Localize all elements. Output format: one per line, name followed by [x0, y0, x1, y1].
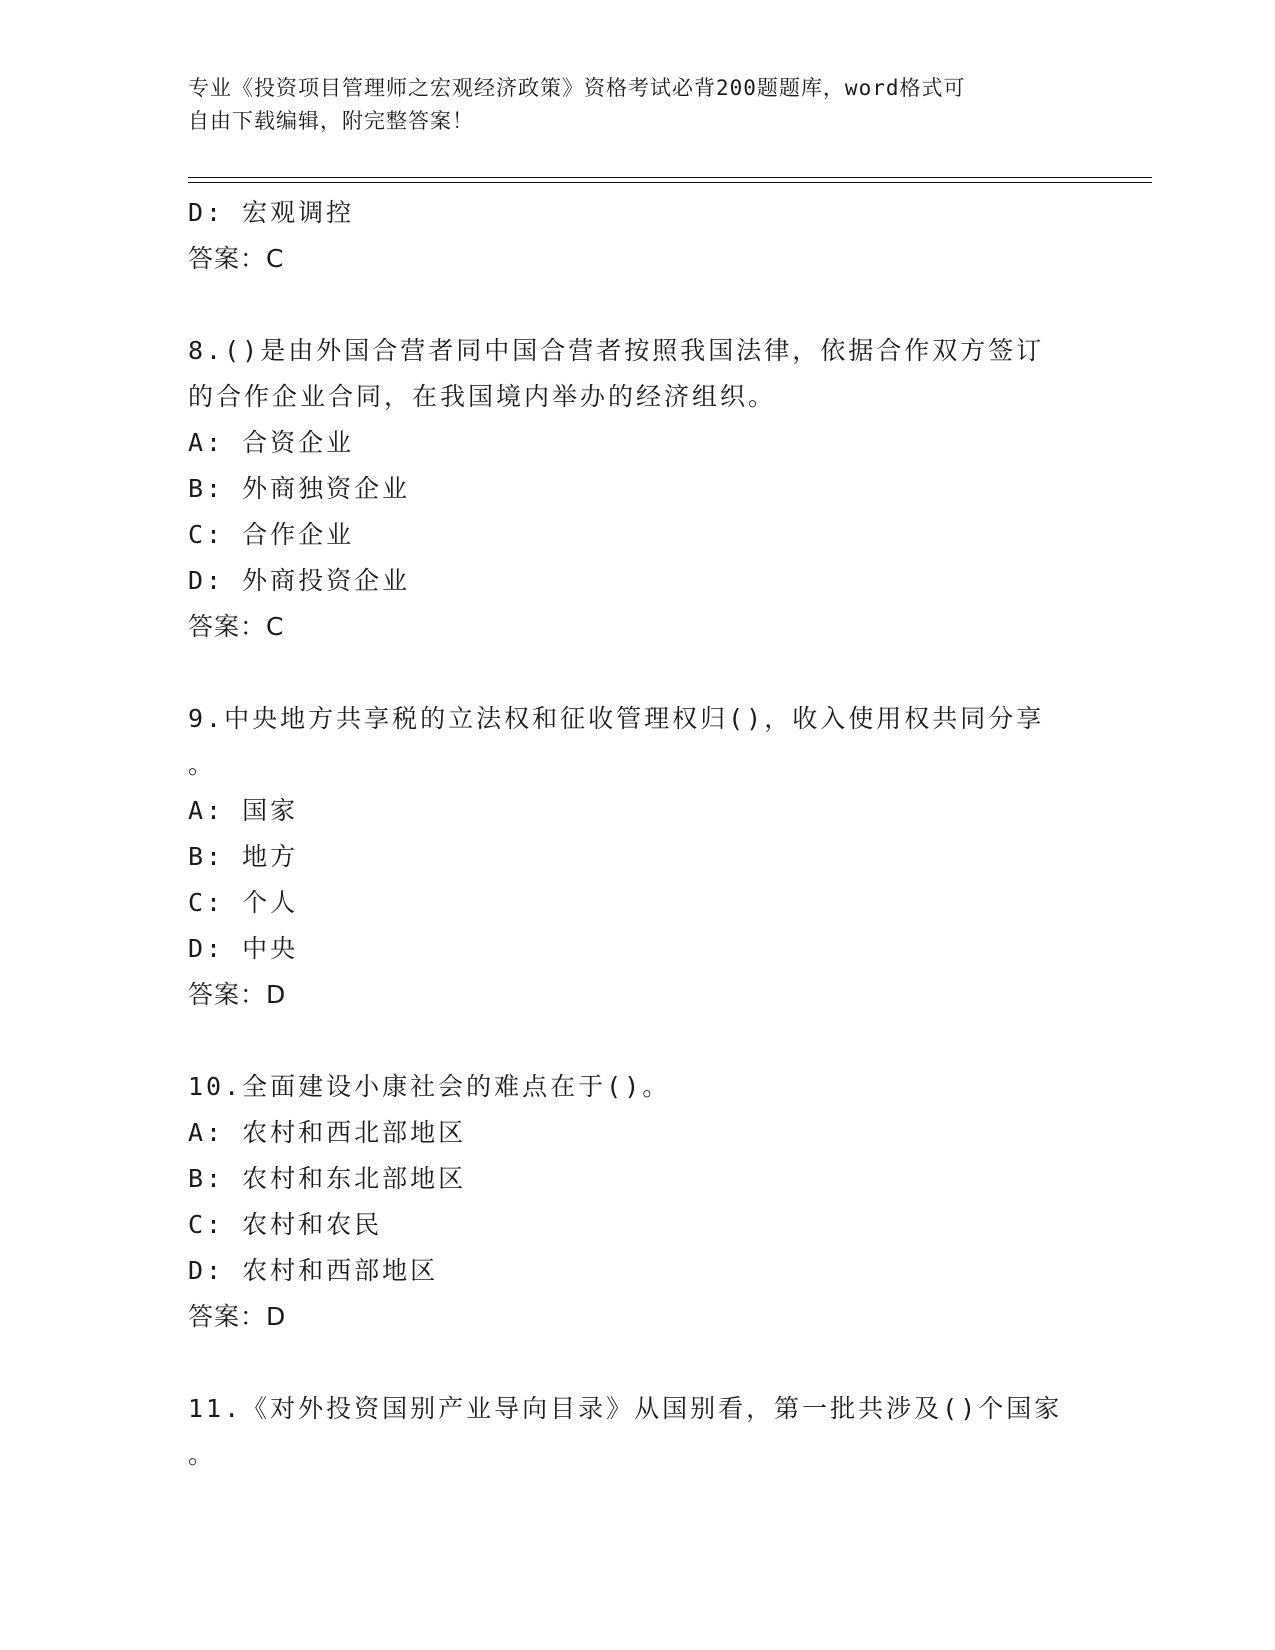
answer: 答案：C — [188, 612, 285, 641]
question-stem: 10.全面建设小康社会的难点在于()。 — [188, 1072, 671, 1101]
option-c: C: 个人 — [188, 888, 299, 917]
header-line-2: 自由下载编辑，附完整答案！ — [188, 109, 474, 133]
option-b: B: 农村和东北部地区 — [188, 1164, 467, 1193]
question-8 — [188, 328, 1088, 650]
question-10 — [188, 1064, 1088, 1340]
option-a: A: 农村和西北部地区 — [188, 1118, 467, 1147]
option-b: B: 外商独资企业 — [188, 474, 411, 503]
header-rule-bottom — [188, 182, 1152, 183]
question-stem-cont: 的合作企业合同，在我国境内举办的经济组织。 — [188, 382, 777, 411]
option-b: B: 地方 — [188, 842, 299, 871]
question-stem: 8.()是由外国合营者同中国合营者按照我国法律，依据合作双方签订 — [188, 336, 1045, 365]
question-9 — [188, 696, 1088, 1018]
document-header — [188, 72, 1088, 138]
question-11 — [188, 1386, 1088, 1478]
question-stem: 11.《对外投资国别产业导向目录》从国别看，第一批共涉及()个国家 — [188, 1394, 1063, 1423]
option-d: D: 宏观调控 — [188, 198, 355, 227]
option-c: C: 合作企业 — [188, 520, 355, 549]
answer: 答案：C — [188, 244, 285, 273]
option-d: D: 中央 — [188, 934, 299, 963]
document-body — [188, 190, 1088, 1478]
option-d: D: 外商投资企业 — [188, 566, 411, 595]
question-7-tail — [188, 190, 1088, 282]
answer: 答案：D — [188, 1302, 287, 1331]
answer: 答案：D — [188, 980, 287, 1009]
option-a: A: 国家 — [188, 796, 299, 825]
question-stem: 9.中央地方共享税的立法权和征收管理权归()，收入使用权共同分享 — [188, 704, 1045, 733]
question-stem-cont: 。 — [188, 750, 217, 779]
option-d: D: 农村和西部地区 — [188, 1256, 439, 1285]
header-line-1: 专业《投资项目管理师之宏观经济政策》资格考试必背200题题库，word格式可 — [188, 76, 966, 100]
header-rule-top — [188, 177, 1152, 178]
option-c: C: 农村和农民 — [188, 1210, 383, 1239]
option-a: A: 合资企业 — [188, 428, 355, 457]
question-stem-cont: 。 — [188, 1440, 217, 1469]
